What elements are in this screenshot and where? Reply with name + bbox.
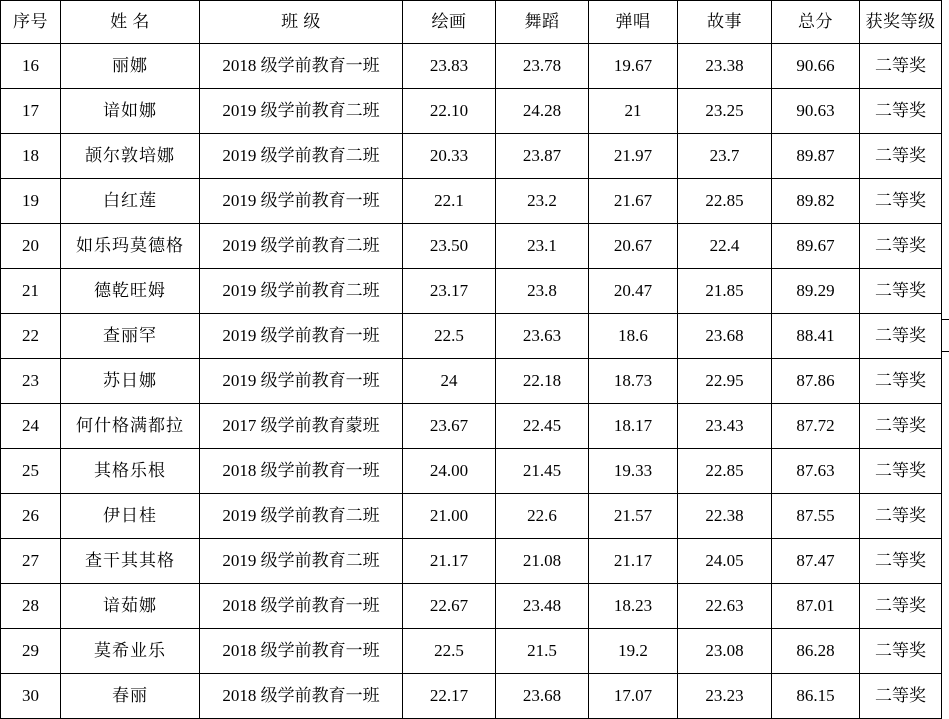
cell-seq: 22: [1, 314, 61, 359]
cell-total: 87.55: [772, 494, 860, 539]
cell-name: 其格乐根: [61, 449, 200, 494]
cell-drawing: 22.1: [403, 179, 496, 224]
table-row: [1, 539, 942, 584]
cell-total: 90.66: [772, 44, 860, 89]
cell-singing: 17.07: [589, 674, 678, 719]
cell-drawing: 22.5: [403, 629, 496, 674]
table-header: [1, 1, 942, 44]
cell-class: 2019 级学前教育二班: [200, 134, 403, 179]
cell-class: 2018 级学前教育一班: [200, 584, 403, 629]
cell-dance: 23.78: [496, 44, 589, 89]
cell-story: 22.85: [678, 179, 772, 224]
cell-total: 87.86: [772, 359, 860, 404]
cell-total: 87.72: [772, 404, 860, 449]
cell-name: 莫希业乐: [61, 629, 200, 674]
table-row: [1, 494, 942, 539]
cell-drawing: 21.00: [403, 494, 496, 539]
cell-award: 二等奖: [860, 44, 942, 89]
cell-seq: 17: [1, 89, 61, 134]
table-row: [1, 674, 942, 719]
table-row: [1, 404, 942, 449]
cell-seq: 25: [1, 449, 61, 494]
cell-name: 苏日娜: [61, 359, 200, 404]
cell-seq: 21: [1, 269, 61, 314]
cell-total: 87.01: [772, 584, 860, 629]
cell-name: 丽娜: [61, 44, 200, 89]
cell-singing: 20.67: [589, 224, 678, 269]
cell-drawing: 22.10: [403, 89, 496, 134]
cell-story: 22.95: [678, 359, 772, 404]
cell-total: 87.63: [772, 449, 860, 494]
cell-story: 23.23: [678, 674, 772, 719]
cell-singing: 21.57: [589, 494, 678, 539]
page-edge-mark: [941, 319, 949, 320]
cell-story: 22.63: [678, 584, 772, 629]
table-row: [1, 629, 942, 674]
cell-class: 2019 级学前教育一班: [200, 314, 403, 359]
cell-class: 2018 级学前教育一班: [200, 449, 403, 494]
column-header-name: 姓 名: [61, 1, 200, 44]
cell-award: 二等奖: [860, 89, 942, 134]
cell-name: 查干其其格: [61, 539, 200, 584]
cell-drawing: 23.67: [403, 404, 496, 449]
cell-seq: 24: [1, 404, 61, 449]
cell-class: 2019 级学前教育二班: [200, 269, 403, 314]
cell-drawing: 22.5: [403, 314, 496, 359]
cell-award: 二等奖: [860, 314, 942, 359]
cell-story: 24.05: [678, 539, 772, 584]
cell-seq: 30: [1, 674, 61, 719]
cell-class: 2018 级学前教育一班: [200, 629, 403, 674]
cell-award: 二等奖: [860, 404, 942, 449]
cell-award: 二等奖: [860, 224, 942, 269]
column-header-class: 班 级: [200, 1, 403, 44]
cell-award: 二等奖: [860, 539, 942, 584]
cell-singing: 21.67: [589, 179, 678, 224]
cell-award: 二等奖: [860, 359, 942, 404]
cell-name: 如乐玛莫德格: [61, 224, 200, 269]
table-row: [1, 89, 942, 134]
cell-class: 2019 级学前教育一班: [200, 179, 403, 224]
cell-name: 谙茹娜: [61, 584, 200, 629]
cell-name: 伊日桂: [61, 494, 200, 539]
cell-dance: 21.45: [496, 449, 589, 494]
cell-singing: 18.6: [589, 314, 678, 359]
table-header-row: [1, 1, 942, 44]
cell-award: 二等奖: [860, 449, 942, 494]
cell-seq: 27: [1, 539, 61, 584]
cell-name: 德乾旺姆: [61, 269, 200, 314]
cell-dance: 23.1: [496, 224, 589, 269]
cell-story: 23.08: [678, 629, 772, 674]
column-header-seq: 序号: [1, 1, 61, 44]
cell-name: 谙如娜: [61, 89, 200, 134]
table-row: [1, 314, 942, 359]
cell-story: 21.85: [678, 269, 772, 314]
cell-class: 2018 级学前教育一班: [200, 44, 403, 89]
cell-class: 2019 级学前教育一班: [200, 359, 403, 404]
column-header-dance: 舞蹈: [496, 1, 589, 44]
cell-total: 88.41: [772, 314, 860, 359]
cell-singing: 21.17: [589, 539, 678, 584]
cell-total: 89.29: [772, 269, 860, 314]
cell-class: 2019 级学前教育二班: [200, 539, 403, 584]
cell-singing: 20.47: [589, 269, 678, 314]
cell-seq: 18: [1, 134, 61, 179]
cell-total: 86.15: [772, 674, 860, 719]
cell-story: 23.7: [678, 134, 772, 179]
column-header-drawing: 绘画: [403, 1, 496, 44]
cell-award: 二等奖: [860, 584, 942, 629]
cell-dance: 23.87: [496, 134, 589, 179]
cell-name: 春丽: [61, 674, 200, 719]
column-header-singing: 弹唱: [589, 1, 678, 44]
cell-total: 89.67: [772, 224, 860, 269]
column-header-story: 故事: [678, 1, 772, 44]
column-header-total: 总分: [772, 1, 860, 44]
table-row: [1, 359, 942, 404]
cell-story: 23.25: [678, 89, 772, 134]
table-row: [1, 134, 942, 179]
cell-seq: 19: [1, 179, 61, 224]
cell-singing: 19.2: [589, 629, 678, 674]
cell-singing: 21.97: [589, 134, 678, 179]
cell-story: 23.68: [678, 314, 772, 359]
cell-award: 二等奖: [860, 134, 942, 179]
table-row: [1, 584, 942, 629]
cell-dance: 21.5: [496, 629, 589, 674]
cell-seq: 28: [1, 584, 61, 629]
column-header-award: 获奖等级: [860, 1, 942, 44]
cell-dance: 23.8: [496, 269, 589, 314]
cell-singing: 19.67: [589, 44, 678, 89]
cell-award: 二等奖: [860, 269, 942, 314]
cell-name: 颉尔敦培娜: [61, 134, 200, 179]
table-row: [1, 179, 942, 224]
cell-drawing: 23.17: [403, 269, 496, 314]
cell-drawing: 23.83: [403, 44, 496, 89]
cell-dance: 24.28: [496, 89, 589, 134]
cell-name: 白红莲: [61, 179, 200, 224]
cell-dance: 23.68: [496, 674, 589, 719]
cell-dance: 22.18: [496, 359, 589, 404]
cell-drawing: 20.33: [403, 134, 496, 179]
cell-dance: 23.2: [496, 179, 589, 224]
cell-award: 二等奖: [860, 629, 942, 674]
cell-class: 2017 级学前教育蒙班: [200, 404, 403, 449]
cell-seq: 26: [1, 494, 61, 539]
cell-seq: 16: [1, 44, 61, 89]
table-row: [1, 269, 942, 314]
cell-class: 2019 级学前教育二班: [200, 89, 403, 134]
cell-total: 86.28: [772, 629, 860, 674]
cell-dance: 22.45: [496, 404, 589, 449]
cell-singing: 18.23: [589, 584, 678, 629]
cell-name: 查丽罕: [61, 314, 200, 359]
cell-dance: 23.63: [496, 314, 589, 359]
cell-story: 23.38: [678, 44, 772, 89]
cell-story: 22.4: [678, 224, 772, 269]
table-row: [1, 224, 942, 269]
cell-story: 22.38: [678, 494, 772, 539]
cell-drawing: 23.50: [403, 224, 496, 269]
cell-seq: 23: [1, 359, 61, 404]
cell-seq: 29: [1, 629, 61, 674]
cell-total: 89.82: [772, 179, 860, 224]
cell-singing: 18.73: [589, 359, 678, 404]
table-body: [1, 44, 942, 719]
cell-award: 二等奖: [860, 179, 942, 224]
cell-total: 90.63: [772, 89, 860, 134]
cell-award: 二等奖: [860, 494, 942, 539]
cell-dance: 21.08: [496, 539, 589, 584]
cell-story: 22.85: [678, 449, 772, 494]
cell-name: 何什格满都拉: [61, 404, 200, 449]
table-row: [1, 44, 942, 89]
cell-drawing: 24.00: [403, 449, 496, 494]
cell-drawing: 24: [403, 359, 496, 404]
cell-dance: 22.6: [496, 494, 589, 539]
cell-class: 2018 级学前教育一班: [200, 674, 403, 719]
cell-class: 2019 级学前教育二班: [200, 224, 403, 269]
cell-drawing: 22.67: [403, 584, 496, 629]
cell-singing: 18.17: [589, 404, 678, 449]
cell-drawing: 22.17: [403, 674, 496, 719]
cell-total: 87.47: [772, 539, 860, 584]
cell-story: 23.43: [678, 404, 772, 449]
table-row: [1, 449, 942, 494]
cell-award: 二等奖: [860, 674, 942, 719]
cell-seq: 20: [1, 224, 61, 269]
cell-class: 2019 级学前教育二班: [200, 494, 403, 539]
cell-dance: 23.48: [496, 584, 589, 629]
cell-drawing: 21.17: [403, 539, 496, 584]
page-edge-mark: [941, 351, 949, 352]
cell-singing: 19.33: [589, 449, 678, 494]
cell-singing: 21: [589, 89, 678, 134]
cell-total: 89.87: [772, 134, 860, 179]
